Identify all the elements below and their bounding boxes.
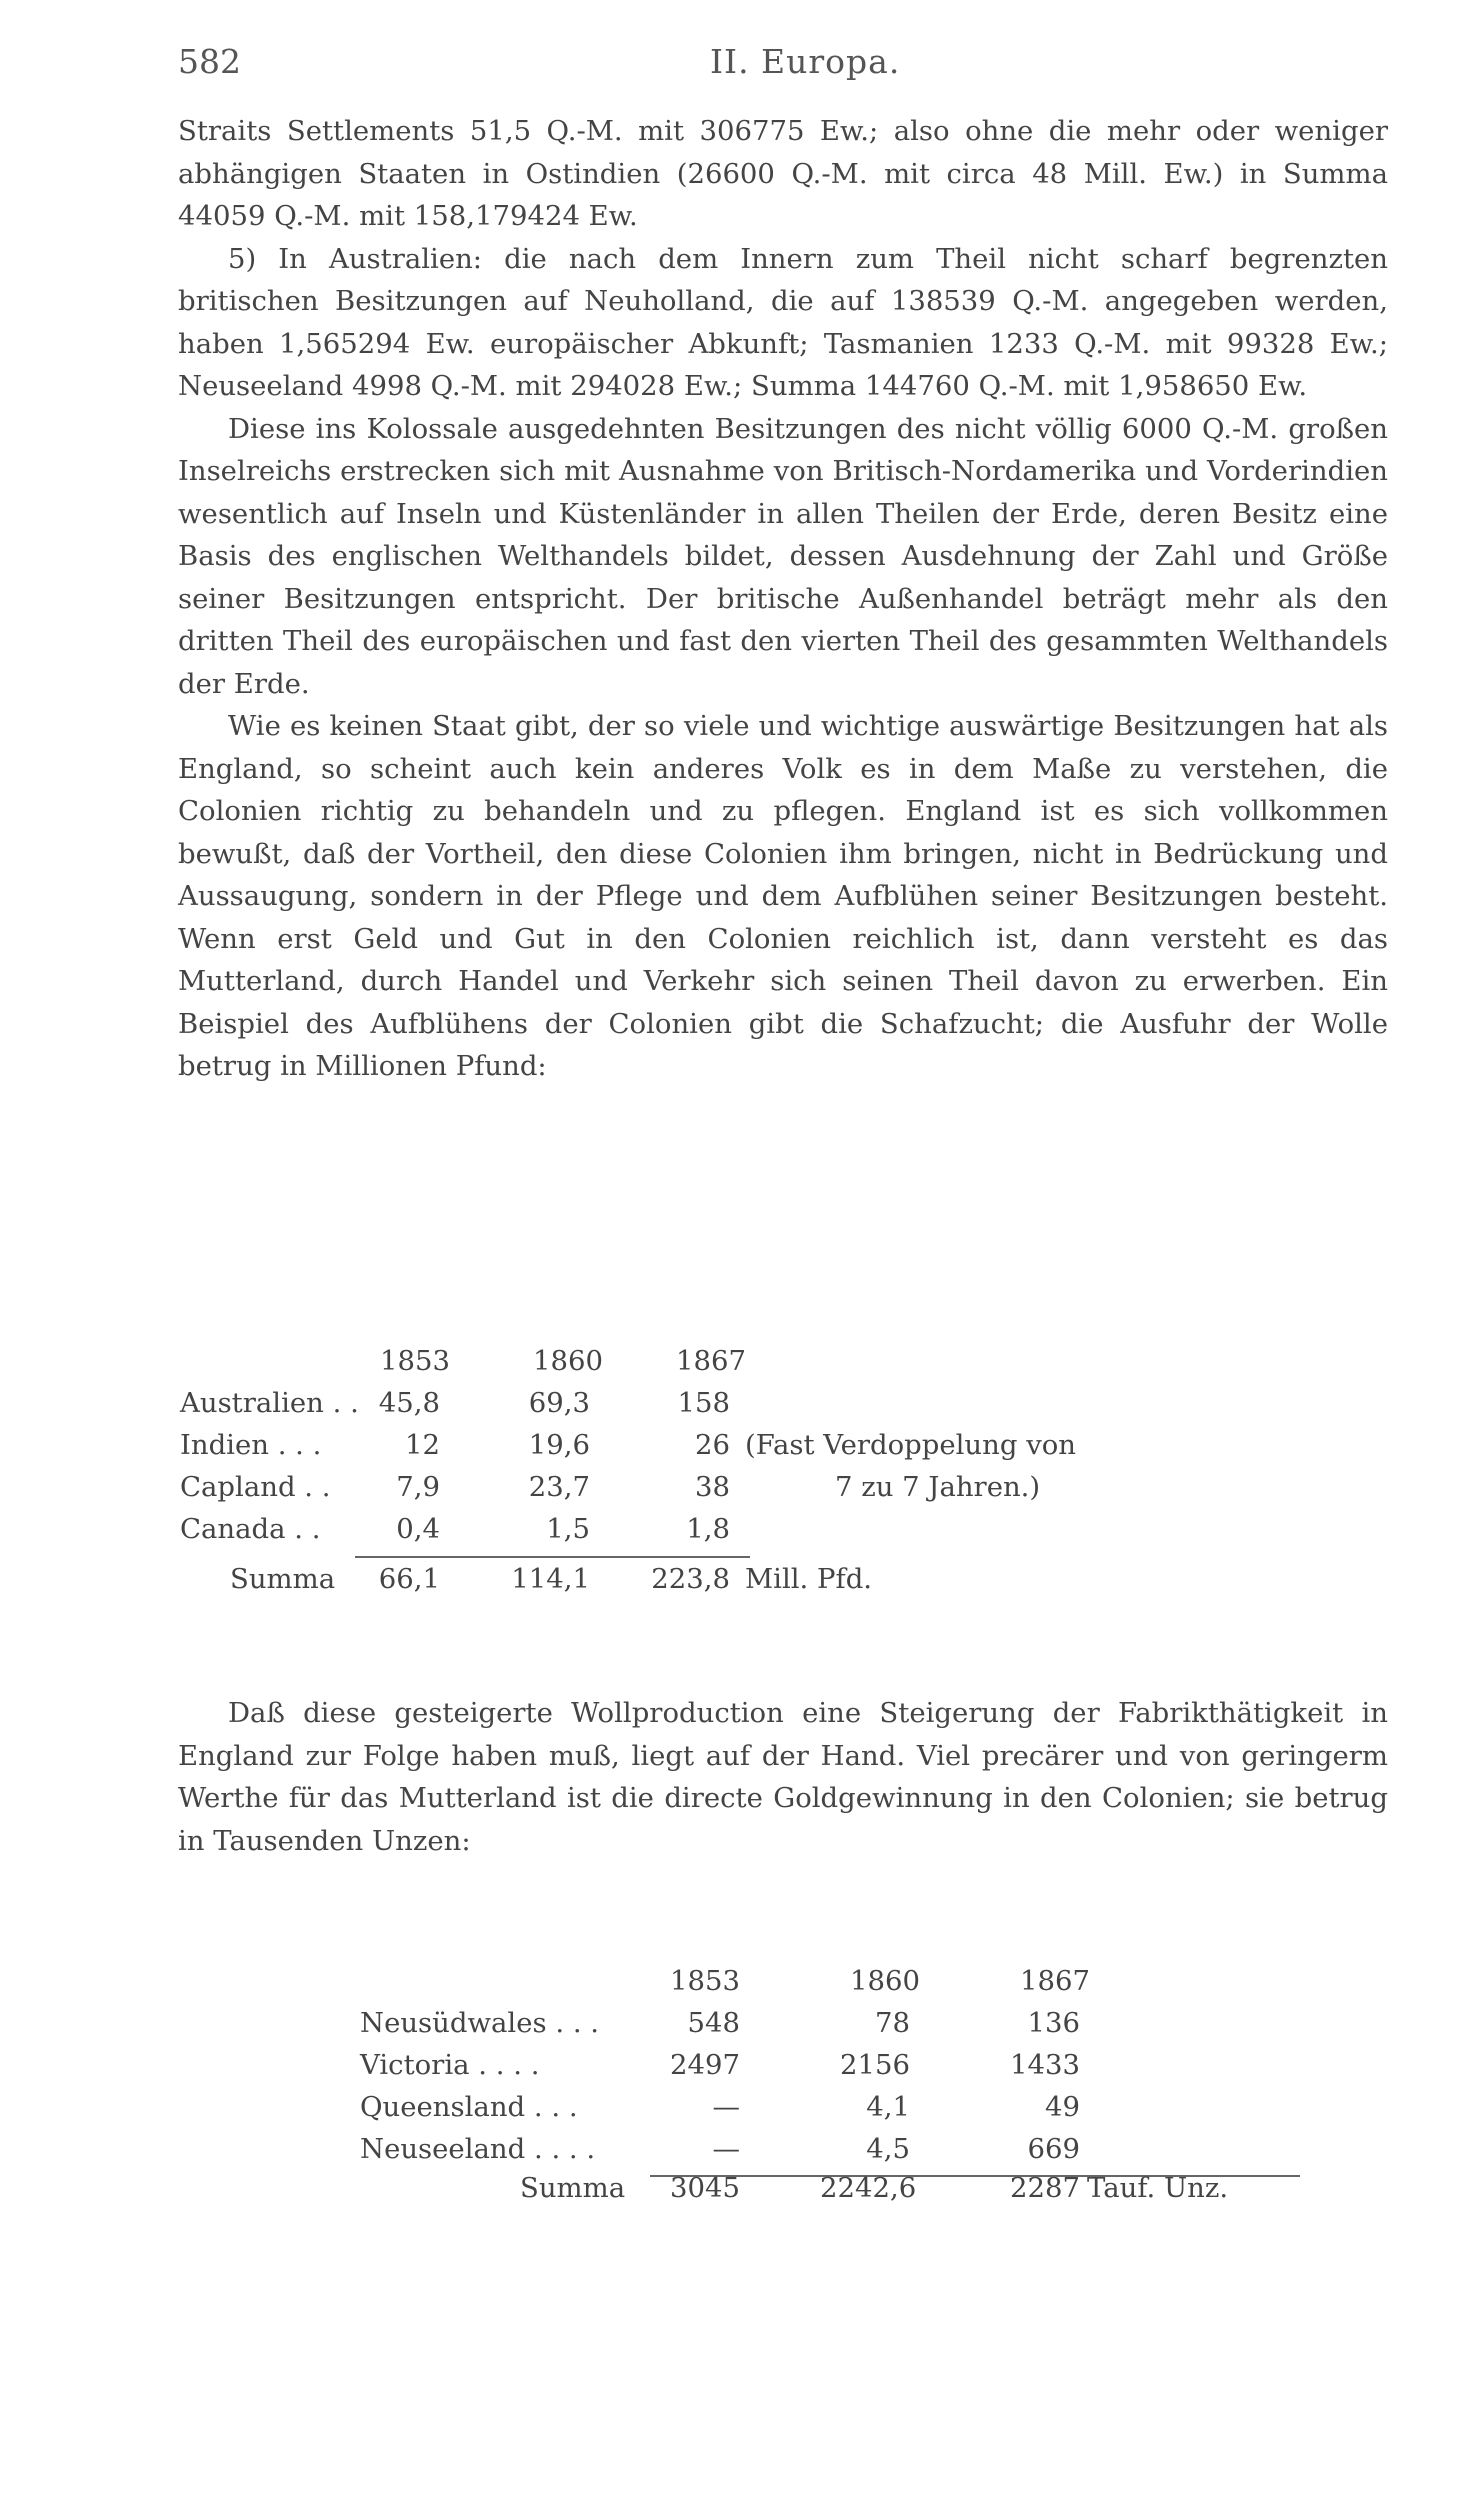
cell-1867: 49: [1045, 2091, 1080, 2123]
page-header: [178, 42, 1378, 92]
sum-rule: [355, 1556, 750, 1558]
table-row: [180, 2049, 1380, 2089]
body-text: [178, 110, 1388, 1088]
row-label: Australien . .: [180, 1387, 359, 1419]
table-sum-row: [180, 1563, 1330, 1603]
cell-1867: 158: [677, 1387, 730, 1419]
table-sum-row: [180, 2172, 1380, 2212]
table-row: [180, 2091, 1380, 2131]
running-title: II. Europa.: [710, 42, 901, 81]
paragraph-straits: Straits Settlements 51,5 Q.-M. mit 306775 Ew.; also ohne die mehr oder weniger abhängigen Staaten in Ostindien (26600 Q.-M. mit circa 48 Mill. Ew.) in Summa 44059 Q.-M. mit 158,179424 Ew.: [178, 115, 1388, 232]
cell-1860: 19,6: [528, 1429, 590, 1461]
paragraph-possessions: Diese ins Kolossale ausgedehnten Besitzungen des nicht völlig 6000 Q.-M. großen Inselreichs erstrecken sich mit Ausnahme von Britisch-Nordamerika und Vorderindien wesentlich auf Inseln und Küstenländer in allen Theilen der Erde, deren Besitz eine Basis des englischen Welthandels bildet, dessen Ausdehnung der Zahl und Größe seiner Besitzungen entspricht. Der britische Außenhandel beträgt mehr als den dritten Theil des europäischen und fast den vierten Theil des gesammten Welthandels der Erde.: [178, 412, 1388, 700]
cell-1853: 548: [687, 2007, 740, 2039]
cell-1860: 69,3: [528, 1387, 590, 1419]
cell-1860: 4,1: [866, 2091, 910, 2123]
table-row: [180, 2133, 1380, 2173]
row-label: Canada . .: [180, 1513, 321, 1545]
sum-1860: 2242,6: [820, 2172, 917, 2204]
paragraph-gold: Daß diese gesteigerte Wollproduction eine Steigerung der Fabrikthätigkeit in England zur Folge haben muß, liegt auf der Hand. Viel precärer und von geringerm Werthe für das Mutterland ist die directe Goldgewinnung in den Colonien; sie betrug in Tausenden Unzen:: [178, 1697, 1388, 1857]
row-label: Capland . .: [180, 1471, 331, 1503]
sum-1867: 223,8: [651, 1563, 730, 1595]
cell-1867: 38: [695, 1471, 730, 1503]
cell-1867: 669: [1027, 2133, 1080, 2165]
cell-1853: 2497: [670, 2049, 740, 2081]
table-note: 7 zu 7 Jahren.): [835, 1471, 1041, 1503]
cell-1853: —: [712, 2091, 740, 2123]
sum-1853: 3045: [670, 2172, 740, 2204]
sum-1867: 2287: [1010, 2172, 1080, 2204]
cell-1853: —: [712, 2133, 740, 2165]
cell-1860: 4,5: [866, 2133, 910, 2165]
paragraph-colonies: Wie es keinen Staat gibt, der so viele und wichtige auswärtige Besitzungen hat als England, so scheint auch kein anderes Volk es in dem Maße zu verstehen, die Colonien richtig zu behandeln und zu pflegen. England ist es sich vollkommen bewußt, daß der Vortheil, den diese Colonien ihm bringen, nicht in Bedrückung und Aussaugung, sondern in der Pflege und dem Aufblühen seiner Besitzungen besteht. Wenn erst Geld und Gut in den Colonien reichlich ist, dann versteht es das Mutterland, durch Handel und Verkehr sich seinen Theil davon zu erwerben. Ein Beispiel des Aufblühens der Colonien gibt die Schafzucht; die Ausfuhr der Wolle betrug in Millionen Pfund:: [178, 710, 1388, 1082]
table-row: [180, 1513, 1330, 1553]
cell-1853: 7,9: [396, 1471, 440, 1503]
paragraph-australia: 5) In Australien: die nach dem Innern zum Theil nicht scharf begrenzten britischen Besitzungen auf Neuholland, die auf 138539 Q.-M. angegeben werden, haben 1,565294 Ew. europäischer Abkunft; Tasmanien 1233 Q.-M. mit 99328 Ew.; Neuseeland 4998 Q.-M. mit 294028 Ew.; Summa 144760 Q.-M. mit 1,958650 Ew.: [178, 242, 1388, 402]
column-header-1860: 1860: [850, 1965, 920, 1997]
cell-1867: 1433: [1010, 2049, 1080, 2081]
sum-1860: 114,1: [511, 1563, 590, 1595]
row-label: Victoria . . . .: [360, 2049, 540, 2081]
cell-1853: 0,4: [396, 1513, 440, 1545]
table-row: [180, 1387, 1330, 1427]
cell-1867: 26: [695, 1429, 730, 1461]
cell-1860: 1,5: [546, 1513, 590, 1545]
table-header-row: [180, 1965, 1380, 2005]
row-label: Queensland . . .: [360, 2091, 578, 2123]
table-note: (Fast Verdoppelung von: [745, 1429, 1077, 1461]
cell-1867: 136: [1027, 2007, 1080, 2039]
column-header-1867: 1867: [676, 1345, 746, 1377]
cell-1867: 1,8: [686, 1513, 730, 1545]
column-header-1853: 1853: [380, 1345, 450, 1377]
body-text-2: [178, 1692, 1388, 1862]
wool-export-table: [180, 1345, 1330, 1635]
sum-unit: Tauf. Unz.: [1087, 2172, 1229, 2204]
row-label: Indien . . .: [180, 1429, 322, 1461]
cell-1853: 45,8: [378, 1387, 440, 1419]
row-label: Neusüdwales . . .: [360, 2007, 600, 2039]
column-header-1853: 1853: [670, 1965, 740, 1997]
table-header-row: [180, 1345, 1330, 1385]
column-header-1867: 1867: [1020, 1965, 1090, 1997]
page-number: 582: [178, 42, 241, 81]
table-row: [180, 1429, 1330, 1469]
row-label: Neuseeland . . . .: [360, 2133, 596, 2165]
table-row: [180, 1471, 1330, 1511]
cell-1860: 2156: [840, 2049, 910, 2081]
column-header-1860: 1860: [533, 1345, 603, 1377]
sum-1853: 66,1: [378, 1563, 440, 1595]
sum-label: Summa: [520, 2172, 626, 2204]
sum-label: Summa: [230, 1563, 336, 1595]
cell-1860: 78: [875, 2007, 910, 2039]
sum-unit: Mill. Pfd.: [745, 1563, 873, 1595]
table-row: [180, 2007, 1380, 2047]
cell-1853: 12: [405, 1429, 440, 1461]
cell-1860: 23,7: [528, 1471, 590, 1503]
gold-table: [180, 1965, 1380, 2215]
